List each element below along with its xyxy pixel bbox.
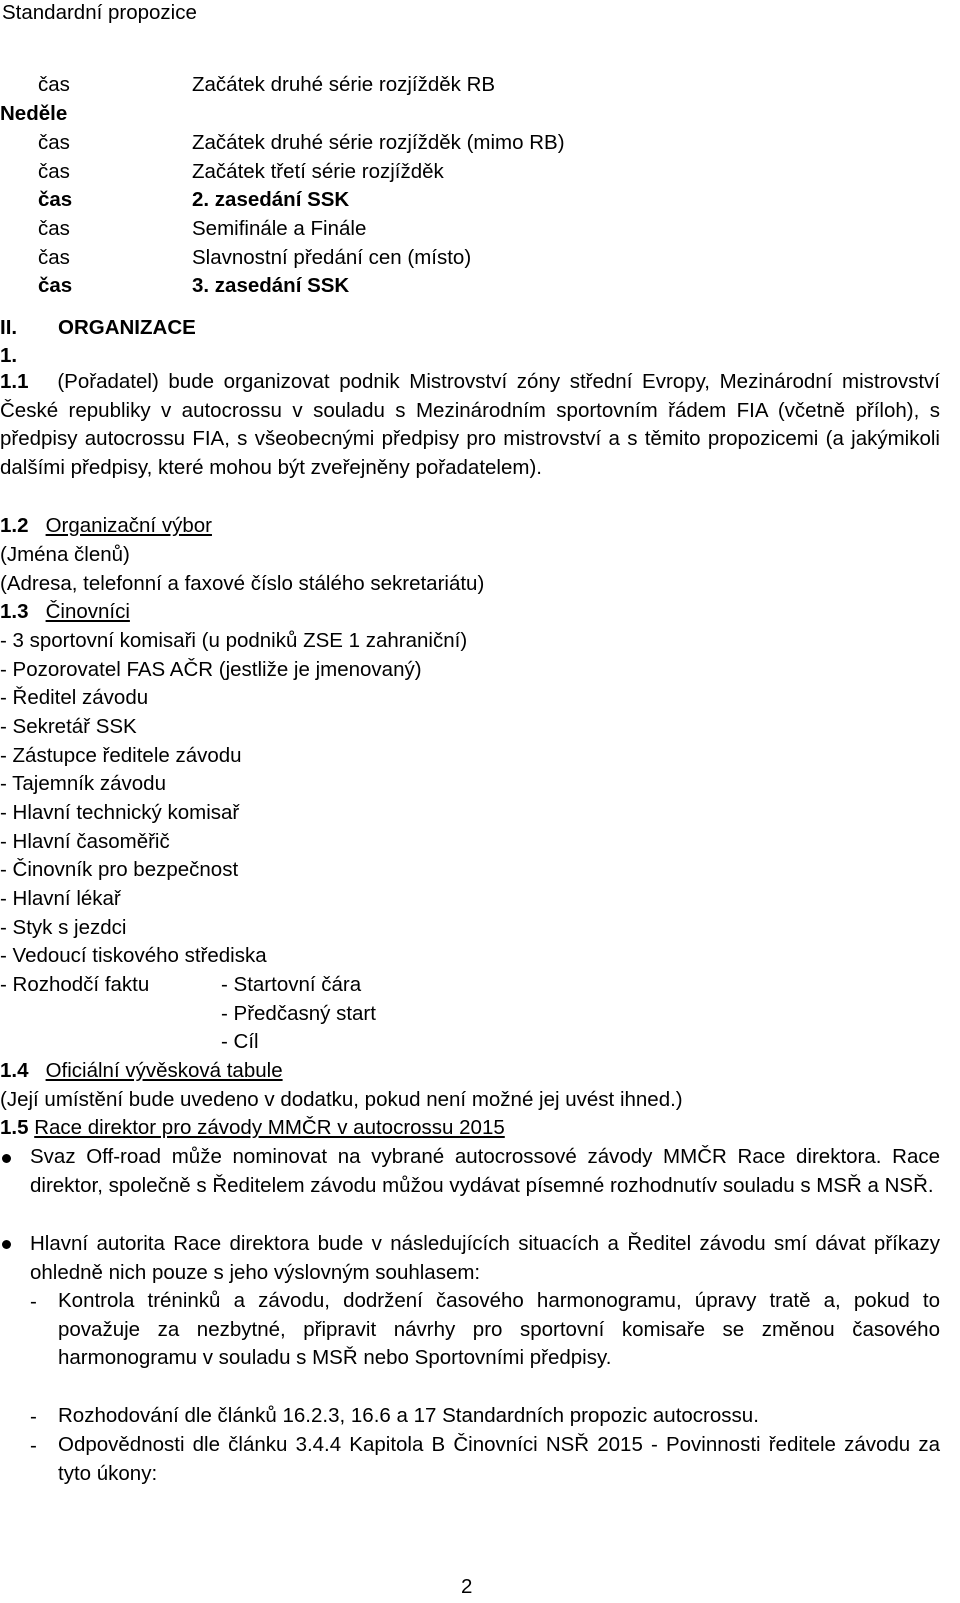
schedule-description: Semifinále a Finále [192, 217, 367, 240]
paragraph-number: 1.2 [0, 514, 29, 537]
time-label: čas [38, 160, 70, 183]
schedule-description: 3. zasedání SSK [192, 274, 350, 297]
paragraph-text: (Pořadatel) bude organizovat podnik Mistrovství zóny střední Evropy, Mezinárodní mistrovství České republiky v autocrossu v souladu s Mezinárodním sportovním řádem FIA (včetně příloh), s předpisy autocrossu FIA, s všeobecnými předpisy pro mistrovství a s těmito propozicemi (a jakýmikoli dalšími předpisy, které mohou být zveřejněny pořadatelem). [0, 370, 940, 479]
judge-subitem: - Cíl [221, 1030, 259, 1053]
schedule-description: Začátek druhé série rozjížděk RB [192, 73, 496, 96]
official-item: - Zástupce ředitele závodu [0, 744, 242, 767]
official-item: - Ředitel závodu [0, 686, 149, 709]
schedule-description: Slavnostní předání cen (místo) [192, 246, 472, 269]
official-item: - 3 sportovní komisaři (u podniků ZSE 1 zahraniční) [0, 629, 468, 652]
schedule-row [0, 243, 940, 272]
dash-marker: - [30, 1290, 37, 1313]
official-item: - Činovník pro bezpečnost [0, 858, 239, 881]
heading-title: Činovníci [45, 600, 130, 623]
schedule-day-row [0, 99, 940, 128]
notice-board-text: (Její umístění bude uvedeno v dodatku, pokud není možné jej uvést ihned.) [0, 1088, 683, 1111]
bullet-paragraph: Svaz Off-road může nominovat na vybrané autocrossové závody MMČR Race direktora. Race direktor, společně s Ředitelem závodu můžou vydávat písemné rozhodnutív souladu s MSŘ a NSŘ. [30, 1145, 940, 1197]
document-header-title: Standardní propozice [2, 1, 197, 24]
dash-marker: - [30, 1434, 37, 1457]
schedule-row [0, 70, 940, 99]
paragraph-1-1 [0, 368, 940, 482]
dash-item: Rozhodování dle článků 16.2.3, 16.6 a 17 Standardních propozic autocrossu. [58, 1404, 759, 1427]
heading-title: Oficiální vývěsková tabule [45, 1059, 283, 1082]
schedule-description: Začátek druhé série rozjížděk (mimo RB) [192, 131, 565, 154]
schedule-description: Začátek třetí série rozjížděk [192, 160, 444, 183]
judge-subitem: - Startovní čára [221, 973, 362, 996]
heading-1-3 [0, 597, 130, 626]
official-item: - Hlavní technický komisař [0, 801, 240, 824]
heading-1-5 [0, 1113, 505, 1142]
official-item: - Tajemník závodu [0, 772, 166, 795]
time-label: čas [38, 188, 73, 211]
heading-1-4 [0, 1056, 283, 1085]
bullet-paragraph: Hlavní autorita Race direktora bude v následujících situacích a Ředitel závodu smí dávat příkazy ohledně nich pouze s jeho výslovným souhlasem: [30, 1232, 940, 1284]
time-label: čas [38, 73, 70, 96]
schedule-day: Neděle [0, 102, 68, 125]
official-item: - Hlavní časoměřič [0, 830, 170, 853]
schedule-row [0, 128, 940, 157]
bullet-icon [2, 1154, 11, 1163]
bullet-icon [2, 1240, 11, 1249]
paragraph-number: 1.5 [0, 1116, 29, 1139]
page-number: 2 [461, 1575, 473, 1598]
official-item: - Vedoucí tiskového střediska [0, 944, 267, 967]
section-title: ORGANIZACE [58, 316, 196, 339]
judge-subitem: - Předčasný start [221, 1002, 376, 1025]
official-item: - Sekretář SSK [0, 715, 137, 738]
section-number: II. [0, 316, 18, 339]
time-label: čas [38, 217, 70, 240]
official-item: - Styk s jezdci [0, 916, 127, 939]
secretariat-address-line: (Adresa, telefonní a faxové číslo stálého sekretariátu) [0, 572, 485, 595]
time-label: čas [38, 246, 70, 269]
schedule-row [0, 271, 940, 300]
schedule-row [0, 214, 940, 243]
schedule-description: 2. zasedání SSK [192, 188, 350, 211]
heading-title: Organizační výbor [45, 514, 212, 537]
time-label: čas [38, 131, 70, 154]
dash-item: Kontrola tréninků a závodu, dodržení časového harmonogramu, úpravy tratě a, pokud to považuje za nezbytné, připravit návrhy pro sportovní komisaře se změnou časového harmonogramu v souladu s MSŘ nebo Sportovními předpisy. [58, 1289, 940, 1370]
paragraph-number: 1.1 [0, 370, 29, 393]
article-number: 1. [0, 344, 18, 367]
dash-marker: - [30, 1405, 37, 1428]
schedule-row [0, 185, 940, 214]
dash-item: Odpovědnosti dle článku 3.4.4 Kapitola B Činovníci NSŘ 2015 - Povinnosti ředitele závodu za tyto úkony: [58, 1433, 940, 1485]
paragraph-number: 1.3 [0, 600, 29, 623]
schedule-row [0, 157, 940, 186]
heading-1-2 [0, 511, 212, 540]
paragraph-number: 1.4 [0, 1059, 29, 1082]
official-item-judge: - Rozhodčí faktu [0, 973, 150, 996]
heading-title: Race direktor pro závody MMČR v autocrossu 2015 [34, 1116, 505, 1139]
time-label: čas [38, 274, 73, 297]
official-item: - Pozorovatel FAS AČR (jestliže je jmenovaný) [0, 658, 422, 681]
official-item: - Hlavní lékař [0, 887, 121, 910]
committee-members-line: (Jména členů) [0, 543, 130, 566]
